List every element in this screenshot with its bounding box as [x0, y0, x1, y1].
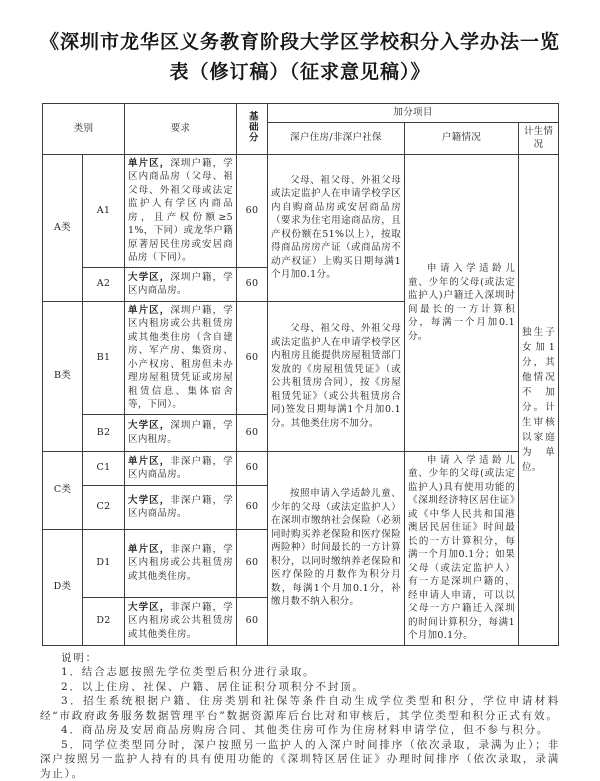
requirement-b1-text: 深圳户籍，学区内租房或公共租赁房或其他类住房（含自建房、军产房、集资房、小产权房、租房但未办理房屋租赁凭证或房屋租赁信息、集体宿舍等，下同）。 — [128, 305, 233, 411]
base-score-a1: 60 — [237, 154, 268, 267]
bonus-housing-b: 父母、祖父母、外祖父母或法定监护人在申请学校学区内租房且能提供房屋租赁部门发放的《房屋租赁凭证》（或公共租赁房合同），按《房屋租赁凭证》（或公共租赁房合同)签发日期每满1个月加0.1分。其他类住房不加分。 — [268, 301, 405, 451]
page-title: 《深圳市龙华区义务教育阶段大学区学校积分入学办法一览表（修订稿）（征求意见稿）》 — [40, 27, 560, 87]
note-item-5: 5．同学位类型同分时，深户按照另一监护人的入深户时间排序（依次录取，录满为止）；非深户按照另一监护人持有的具有使用功能的《深圳特区居住证》办理时间排序（依次录取，录满为止）。 — [40, 738, 560, 781]
table-row-c1 — [43, 451, 559, 485]
requirement-d1-lead: 单片区， — [128, 544, 170, 555]
requirement-c2-lead: 大学区， — [128, 495, 170, 506]
row-code-d1: D1 — [83, 529, 125, 597]
header-base-score-label: 基础分 — [245, 111, 259, 143]
bonus-hukou-ab: 申请入学适龄儿童、少年的父母(或法定监护人)户籍迁入深圳时间最长的一方计算积分，每满一个月加0.1分。 — [405, 154, 519, 451]
family-planning-cell: 独生子女加1分，其他情况不加分。计生审核以家庭为单位。 — [519, 154, 559, 645]
requirement-b2-text: 深圳户籍，学区内租房。 — [128, 420, 233, 445]
row-code-d2: D2 — [83, 597, 125, 645]
requirement-a1-lead: 单片区， — [128, 158, 170, 169]
note-item-2: 2．以上住房、社保、户籍、居住证积分项积分不封顶。 — [40, 680, 560, 695]
header-category: 类别 — [43, 104, 125, 155]
header-bonus-hukou: 户籍情况 — [405, 122, 519, 154]
header-base-score — [237, 104, 268, 155]
row-code-b1: B1 — [83, 301, 125, 414]
base-score-c2: 60 — [237, 485, 268, 529]
requirement-a2-text: 深圳户籍，学区内商品房。 — [128, 272, 233, 297]
bonus-housing-cd: 按照申请入学适龄儿童、少年的父母（或法定监护人）在深圳市缴纳社会保险（必须同时购买养老保险和医疗保险两险种）时间最长的一方计算积分，以同时缴纳养老保险和医疗保险的月数作为积分月数，每满1个月加0.1分，补缴月数不纳入积分。 — [268, 451, 405, 645]
header-bonus-group: 加分项目 — [268, 104, 559, 123]
category-c-label: C类 — [43, 451, 83, 529]
requirement-a2 — [125, 267, 237, 301]
requirement-c2 — [125, 485, 237, 529]
bonus-housing-a: 父母、祖父母、外祖父母或法定监护人在申请学校学区内自购商品房或安居商品房（要求为住宅用途商品房，且产权份额在51%以上），按取得商品房房产证（或商品房不动产权证）上购买日期每满1个月加0.1分。 — [268, 154, 405, 301]
row-code-c1: C1 — [83, 451, 125, 485]
base-score-c1: 60 — [237, 451, 268, 485]
category-a-label: A类 — [43, 154, 83, 301]
base-score-b1: 60 — [237, 301, 268, 414]
requirement-d1 — [125, 529, 237, 597]
table-body — [43, 154, 559, 645]
row-code-b2: B2 — [83, 414, 125, 451]
header-family-planning: 计生情况 — [519, 122, 559, 154]
row-code-a2: A2 — [83, 267, 125, 301]
category-b-label: B类 — [43, 301, 83, 451]
requirement-d2 — [125, 597, 237, 645]
requirement-a1-text: 深圳户籍，学区内商品房（父母、祖父母、外祖父母或法定监护人有学区内商品房，且产权份额≥51%，下同）或龙华户籍原著居民住房或安居商品房（下同）。 — [128, 158, 233, 264]
table-row-a1 — [43, 154, 559, 267]
note-item-1: 1．结合志愿按照先学位类型后积分进行录取。 — [40, 665, 560, 680]
requirement-d2-text: 非深户籍，学区内租房或公共租赁房或其他类住房。 — [128, 602, 233, 640]
notes-label: 说明： — [40, 651, 560, 666]
base-score-d1: 60 — [237, 529, 268, 597]
requirement-b2-lead: 大学区， — [128, 420, 170, 431]
category-d-label: D类 — [43, 529, 83, 645]
requirement-c2-text: 非深户籍，学区内商品房。 — [128, 495, 233, 520]
row-code-a1: A1 — [83, 154, 125, 267]
admission-points-table — [42, 103, 559, 646]
base-score-a2: 60 — [237, 267, 268, 301]
requirement-c1-text: 非深户籍，学区内商品房。 — [128, 456, 233, 481]
requirement-c1 — [125, 451, 237, 485]
requirement-b1-lead: 单片区， — [128, 305, 170, 316]
note-item-3: 3．招生系统根据户籍、住房类别和社保等条件自动生成学位类型和积分，学位申请材料经“市政府政务服务数据管理平台”数据资源库后台比对和审核后，其学位类型和积分正式有效。 — [40, 694, 560, 723]
header-requirement: 要求 — [125, 104, 237, 155]
base-score-d2: 60 — [237, 597, 268, 645]
table-header — [43, 104, 559, 155]
bonus-hukou-cd: 申请入学适龄儿童、少年的父母(或法定监护人)具有使用功能的《深圳经济特区居住证》或《中华人民共和国港澳居民居住证》时间最长的一方计算积分，每满一个月加0.1分；如果父母（或法定监护人）有一方是深圳户籍的，经申请人申请，可以以父母一方户籍迁入深圳的时间计算积分，每满1个月加0.1分。 — [405, 451, 519, 645]
row-code-c2: C2 — [83, 485, 125, 529]
note-item-4: 4．商品房及安居商品房购房合同、其他类住房可作为住房材料申请学位，但不参与积分。 — [40, 723, 560, 738]
header-bonus-housing: 深户住房/非深户社保 — [268, 122, 405, 154]
requirement-d2-lead: 大学区， — [128, 602, 170, 613]
requirement-a2-lead: 大学区， — [128, 272, 170, 283]
requirement-d1-text: 非深户籍，学区内租房或公共租赁房或其他类住房。 — [128, 544, 233, 582]
notes-section — [40, 651, 560, 781]
header-row-1 — [43, 104, 559, 123]
base-score-b2: 60 — [237, 414, 268, 451]
requirement-b1 — [125, 301, 237, 414]
requirement-b2 — [125, 414, 237, 451]
requirement-c1-lead: 单片区， — [128, 456, 170, 467]
requirement-a1 — [125, 154, 237, 267]
